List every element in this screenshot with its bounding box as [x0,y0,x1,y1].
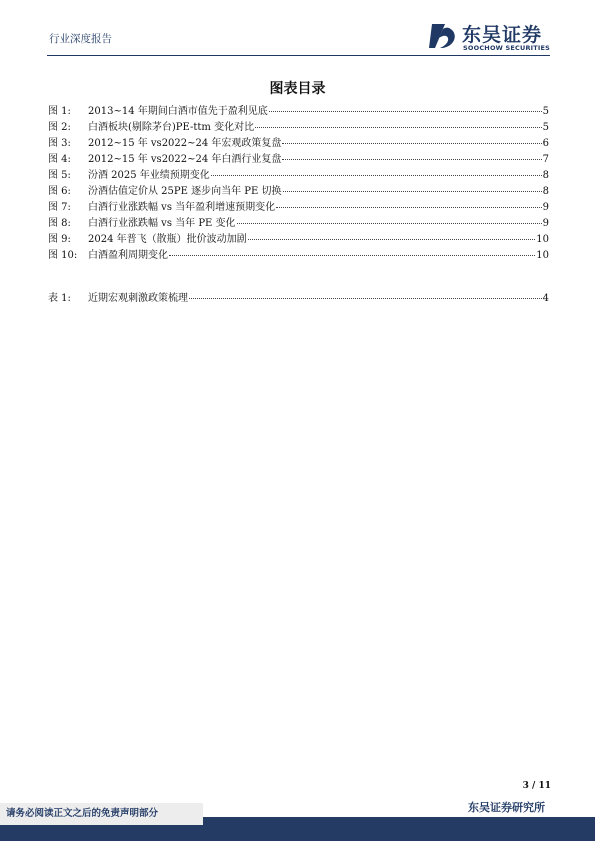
toc-entry-page: 10 [536,250,549,261]
toc-leader-dots [169,255,535,256]
toc-entry-page: 4 [542,293,549,304]
toc-entry-figure-7[interactable] [48,200,549,216]
toc-entry-label: 图 7: [48,202,71,213]
soochow-logo [428,20,558,54]
header-divider [47,55,550,56]
soochow-logo-mark-icon [428,22,458,50]
toc-title: 图表目录 [269,81,326,97]
toc-entry-page: 8 [542,186,549,197]
toc-entry-table-1[interactable] [48,291,549,307]
toc-entry-page: 7 [542,154,549,165]
logo-english-name: SOOCHOW SECURITIES [463,44,551,52]
toc-entry-title: 2013~14 年期间白酒市值先于盈利见底 [88,106,268,117]
toc-leader-dots [237,223,542,224]
footer-organization: 东吴证券研究所 [468,801,545,814]
toc-entry-figure-3[interactable] [48,136,549,152]
toc-leader-dots [248,239,536,240]
toc-leader-dots [282,143,541,144]
toc-entry-figure-4[interactable] [48,152,549,168]
toc-entry-label: 图 9: [48,234,71,245]
toc-entry-figure-5[interactable] [48,168,549,184]
toc-entry-figure-9[interactable] [48,232,549,248]
report-category: 行业深度报告 [49,33,112,45]
toc-entry-page: 5 [542,122,549,133]
toc-entry-label: 图 5: [48,170,71,181]
toc-leader-dots [269,111,542,112]
toc-entry-label: 表 1: [48,293,71,304]
toc-entry-label: 图 2: [48,122,71,133]
toc-entry-page: 5 [542,106,549,117]
toc-entry-title: 近期宏观刺激政策梳理 [88,293,188,304]
toc-entry-title: 汾酒估值定价从 25PE 逐步向当年 PE 切换 [88,186,282,197]
toc-entry-label: 图 4: [48,154,71,165]
toc-entry-title: 2024 年普飞（散瓶）批价波动加剧 [88,234,247,245]
page-number: 3 / 11 [522,781,551,791]
toc-entry-title: 2012~15 年 vs2022~24 年宏观政策复盘 [88,138,282,149]
toc-leader-dots [255,127,542,128]
toc-entry-page: 8 [542,170,549,181]
toc-leader-dots [282,159,541,160]
toc-entry-label: 图 8: [48,218,71,229]
toc-entry-label: 图 3: [48,138,71,149]
toc-entry-page: 9 [542,202,549,213]
toc-entry-figure-6[interactable] [48,184,549,200]
toc-entry-title: 汾酒 2025 年业绩预期变化 [88,170,210,181]
toc-leader-dots [211,175,542,176]
toc-entry-label: 图 1: [48,106,71,117]
table-list [48,291,549,307]
toc-entry-page: 9 [542,218,549,229]
toc-entry-figure-1[interactable] [48,104,549,120]
toc-leader-dots [189,298,542,299]
toc-entry-figure-2[interactable] [48,120,549,136]
toc-entry-figure-10[interactable] [48,248,549,264]
toc-leader-dots [283,191,542,192]
toc-entry-figure-8[interactable] [48,216,549,232]
disclaimer-notice: 请务必阅读正文之后的免责声明部分 [0,803,203,825]
toc-entry-label: 图 6: [48,186,71,197]
toc-entry-page: 10 [536,234,549,245]
toc-entry-title: 白酒行业涨跌幅 vs 当年 PE 变化 [88,218,236,229]
toc-entry-label: 图 10: [48,250,78,261]
toc-entry-title: 白酒盈利周期变化 [88,250,168,261]
toc-leader-dots [276,207,541,208]
toc-entry-title: 白酒行业涨跌幅 vs 当年盈利增速预期变化 [88,202,276,213]
toc-entry-page: 6 [542,138,549,149]
figure-list [48,104,549,264]
toc-entry-title: 2012~15 年 vs2022~24 年白酒行业复盘 [88,154,282,165]
toc-entry-title: 白酒板块(剔除茅台)PE-ttm 变化对比 [88,122,255,133]
logo-chinese-name: 东吴证券 [462,24,543,46]
